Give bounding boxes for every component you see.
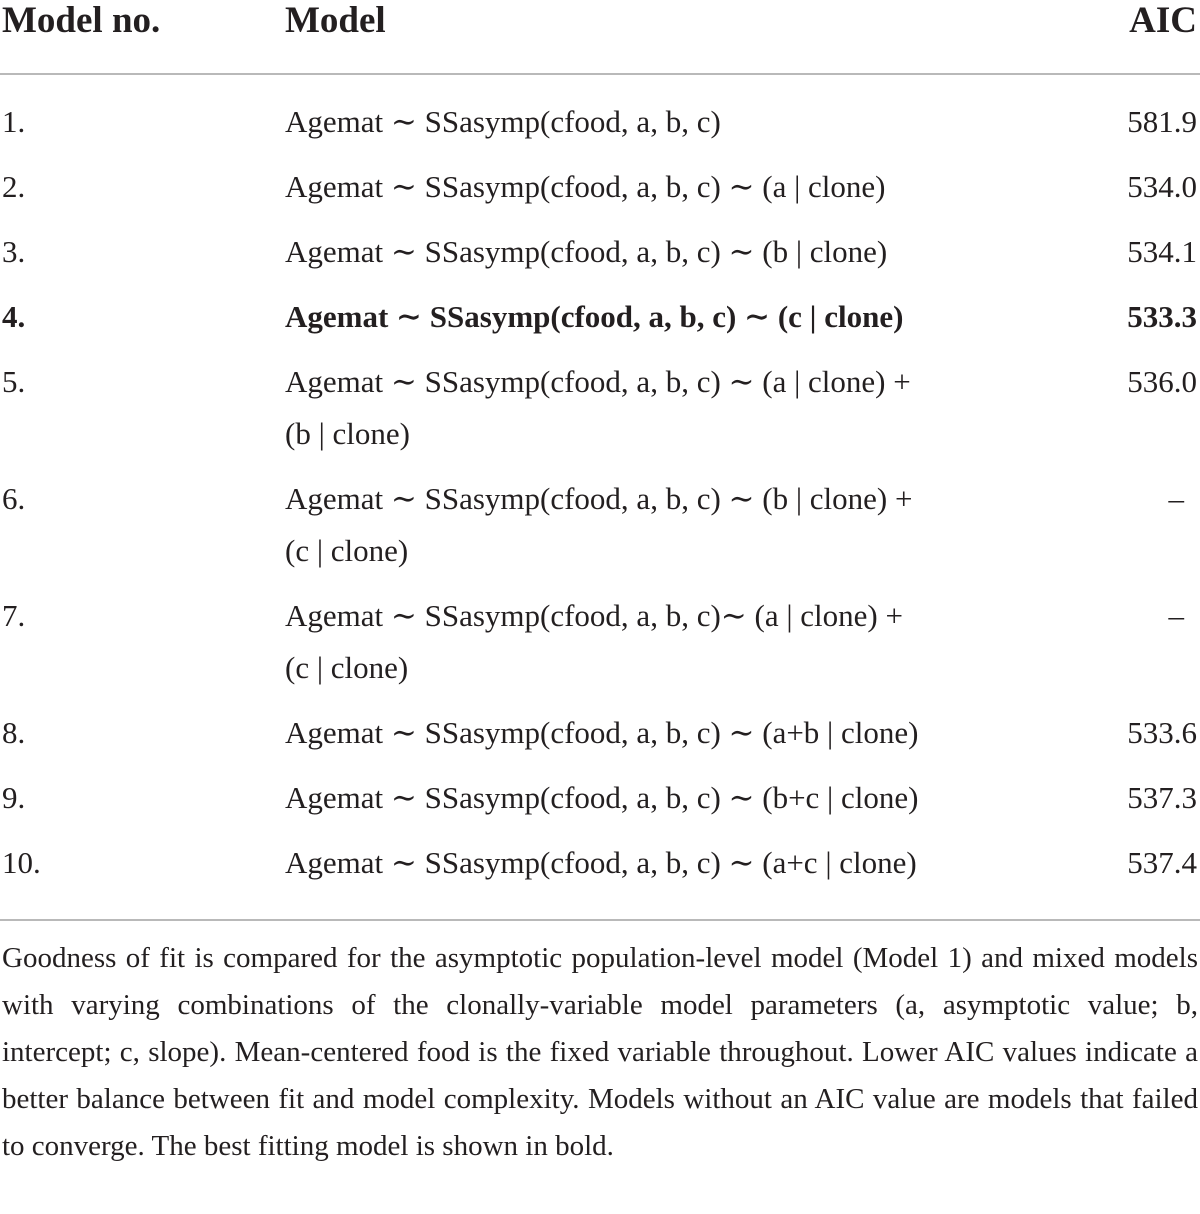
cell-model: Agemat ∼ SSasymp(cfood, a, b, c) ∼ (a+b | clone) — [285, 715, 919, 750]
header-model: Model — [285, 0, 386, 41]
cell-model: Agemat ∼ SSasymp(cfood, a, b, c) — [285, 104, 721, 139]
cell-model — [285, 473, 1025, 577]
cell-model-no: 3. — [2, 234, 26, 269]
cell-model-line-1: Agemat ∼ SSasymp(cfood, a, b, c) ∼ (a | clone) + — [285, 364, 911, 399]
cell-model-no: 7. — [2, 598, 26, 633]
cell-model: Agemat ∼ SSasymp(cfood, a, b, c) ∼ (c | clone) — [285, 299, 904, 334]
cell-model-no: 10. — [2, 845, 41, 880]
cell-model-no: 8. — [2, 715, 26, 750]
cell-aic: 533.3 — [1127, 299, 1197, 334]
cell-model-no: 6. — [2, 481, 26, 516]
table-row — [0, 356, 1200, 473]
header-divider — [0, 73, 1200, 75]
cell-model: Agemat ∼ SSasymp(cfood, a, b, c) ∼ (a | clone) — [285, 169, 886, 204]
header-aic: AIC — [1129, 0, 1197, 41]
table-body — [0, 96, 1200, 902]
cell-model-line-1: Agemat ∼ SSasymp(cfood, a, b, c) ∼ (b | clone) + — [285, 481, 913, 516]
cell-model: Agemat ∼ SSasymp(cfood, a, b, c) ∼ (b+c | clone) — [285, 780, 919, 815]
footer-divider — [0, 919, 1200, 921]
cell-model-no: 1. — [2, 104, 26, 139]
table-row — [0, 473, 1200, 590]
header-model-no: Model no. — [2, 0, 161, 41]
cell-model: Agemat ∼ SSasymp(cfood, a, b, c) ∼ (b | clone) — [285, 234, 888, 269]
table-row — [0, 772, 1200, 837]
table-row — [0, 590, 1200, 707]
cell-aic: – — [1168, 598, 1184, 633]
cell-aic: 537.4 — [1127, 845, 1197, 880]
table-row — [0, 837, 1200, 902]
cell-model-line-1: Agemat ∼ SSasymp(cfood, a, b, c)∼ (a | clone) + — [285, 598, 903, 633]
cell-model-line-2: (b | clone) — [285, 416, 410, 451]
cell-aic: – — [1168, 481, 1184, 516]
table-header — [0, 0, 1200, 48]
table-row-best-fit — [0, 291, 1200, 356]
table-row — [0, 96, 1200, 161]
table-footnote: Goodness of fit is compared for the asymptotic population-level model (Model 1) and mixed models with varying combinations of the clonally-variable model parameters (a, asymptotic value; b, intercept; c, slope). Mean-centered food is the fixed variable throughout. Lower AIC values indicate a better balance between fit and model complexity. Models without an AIC value are models that failed to converge. The best fitting model is shown in bold. — [2, 942, 1198, 1162]
cell-aic: 534.1 — [1127, 234, 1197, 269]
cell-model-line-2: (c | clone) — [285, 650, 409, 685]
table-row — [0, 161, 1200, 226]
table-row — [0, 707, 1200, 772]
cell-aic: 581.9 — [1127, 104, 1197, 139]
cell-model-no: 2. — [2, 169, 26, 204]
cell-aic: 533.6 — [1127, 715, 1197, 750]
cell-aic: 536.0 — [1127, 364, 1197, 399]
cell-model-line-2: (c | clone) — [285, 533, 409, 568]
cell-model-no: 9. — [2, 780, 26, 815]
cell-model — [285, 356, 1025, 460]
table-row — [0, 226, 1200, 291]
cell-aic: 537.3 — [1127, 780, 1197, 815]
cell-model: Agemat ∼ SSasymp(cfood, a, b, c) ∼ (a+c | clone) — [285, 845, 917, 880]
cell-model-no: 4. — [2, 299, 26, 334]
cell-model-no: 5. — [2, 364, 26, 399]
cell-model — [285, 590, 1025, 694]
cell-aic: 534.0 — [1127, 169, 1197, 204]
